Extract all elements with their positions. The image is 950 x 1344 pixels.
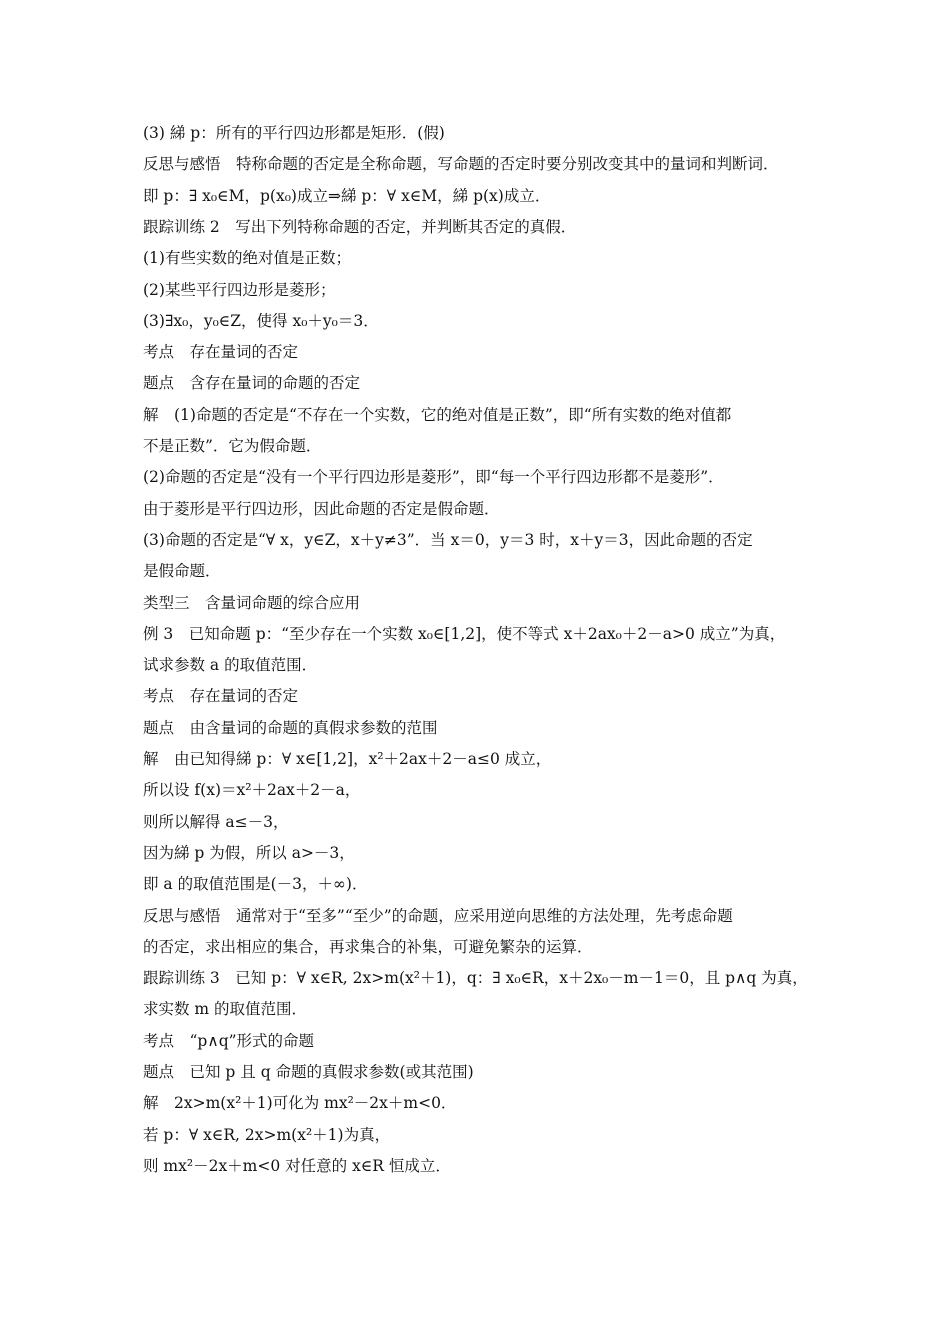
text-line: 题点 已知 p 且 q 命题的真假求参数(或其范围): [143, 1063, 474, 1081]
text-line: 例 3 已知命题 p：“至少存在一个实数 x₀∈[1,2]，使不等式 x＋2ax₀＋2－a>0 成立”为真，: [143, 624, 786, 643]
text-line: 若 p：∀ x∈R, 2x>m(x²＋1)为真，: [143, 1125, 391, 1144]
text-line: 类型三 含量词命题的综合应用: [143, 593, 361, 612]
text-line: 反思与感悟 通常对于“至多”“至少”的命题，应采用逆向思维的方法处理，先考虑命题: [143, 906, 733, 925]
text-line: 即 a 的取值范围是(－3，＋∞)．: [143, 875, 368, 894]
text-line: 则 mx²－2x＋m<0 对任意的 x∈R 恒成立．: [143, 1156, 451, 1175]
text-line: (2)命题的否定是“没有一个平行四边形是菱形”，即“每一个平行四边形都不是菱形”．: [143, 468, 724, 487]
text-line: 不是正数”．它为假命题．: [143, 437, 322, 455]
text-line: (3)命题的否定是“∀ x，y∈Z，x＋y≠3”．当 x＝0，y＝3 时，x＋y＝3，因此命题的否定: [143, 530, 753, 549]
text-line: 的否定，求出相应的集合，再求集合的补集，可避免繁杂的运算．: [143, 937, 593, 956]
text-line: (2)某些平行四边形是菱形；: [143, 280, 336, 299]
text-line: 解 由已知得綈 p：∀ x∈[1,2]，x²＋2ax＋2－a≤0 成立，: [143, 750, 552, 768]
text-line: 题点 由含量词的命题的真假求参数的范围: [143, 718, 438, 737]
text-line: 所以设 f(x)＝x²＋2ax＋2－a，: [143, 781, 361, 800]
text-line: 由于菱形是平行四边形，因此命题的否定是假命题．: [143, 499, 500, 518]
text-line: 反思与感悟 特称命题的否定是全称命题，写命题的否定时要分别改变其中的量词和判断词．: [143, 155, 779, 174]
text-line: 解 2x>m(x²＋1)可化为 mx²－2x＋m<0．: [143, 1094, 457, 1113]
text-line: (3)∃x₀，y₀∈Z，使得 x₀＋y₀＝3．: [143, 311, 379, 330]
text-line: (1)有些实数的绝对值是正数；: [143, 249, 351, 268]
text-line: 解 (1)命题的否定是“不存在一个实数，它的绝对值是正数”，即“所有实数的绝对值都: [143, 405, 732, 424]
text-line: 考点 存在量词的否定: [143, 687, 299, 706]
text-line: 试求参数 a 的取值范围．: [143, 656, 318, 675]
text-line: (3) 綈 p：所有的平行四边形都是矩形．(假): [143, 124, 445, 142]
text-line: 求实数 m 的取值范围．: [143, 1000, 308, 1019]
text-line: 则所以解得 a≤－3，: [143, 812, 289, 831]
text-line: 跟踪训练 2 写出下列特称命题的否定，并判断其否定的真假．: [143, 217, 577, 236]
text-line: 因为綈 p 为假，所以 a>－3，: [143, 843, 355, 862]
text-line: 即 p：∃ x₀∈M，p(x₀)成立⇒綈 p：∀ x∈M，綈 p(x)成立．: [143, 186, 551, 205]
text-line: 是假命题．: [143, 562, 221, 581]
text-line: 跟踪训练 3 已知 p：∀ x∈R, 2x>m(x²＋1)，q：∃ x₀∈R，x＋2x₀－m－1＝0，且 p∧q 为真，: [143, 969, 808, 988]
text-line: 考点 存在量词的否定: [143, 343, 299, 362]
text-line: 题点 含存在量词的命题的否定: [143, 374, 361, 393]
text-line: 考点 “p∧q”形式的命题: [143, 1031, 315, 1050]
